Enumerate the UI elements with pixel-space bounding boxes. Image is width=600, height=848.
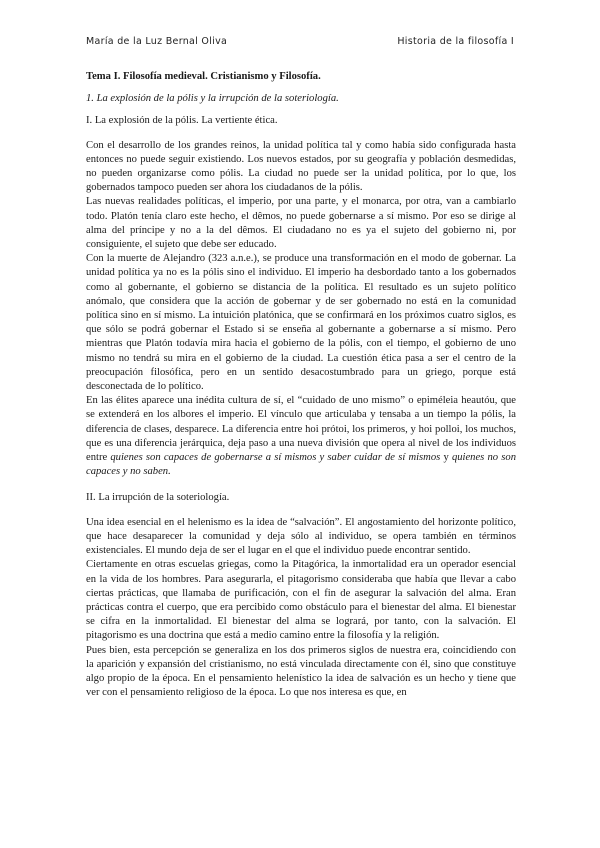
paragraph: Una idea esencial en el helenismo es la idea de “salvación”. El angostamiento del horizonte político, que hace desaparecer la comunidad y deja sólo al individuo, se opera también en términos existenciales. El mundo deja de ser el lugar en el que el individuo puede encontrar sentido.	[86, 516, 516, 557]
paragraph: Con el desarrollo de los grandes reinos, la unidad política tal y como había sido configurada hasta entonces no puede seguir existiendo. Los nuevos estados, por su geografía y población desmedidas, no pueden organizarse como pólis. La ciudad no puede ser la unidad política, por lo que, los gobernados tampoco pueden ser ahora los ciudadanos de la pólis.	[86, 139, 516, 194]
section-heading-1: I. La explosión de la pólis. La vertiente ética.	[86, 115, 278, 127]
emphasis-text: quienes son capaces de gobernarse a sí mismos y saber cuidar de sí mismos	[110, 452, 441, 464]
section-heading-2: II. La irrupción de la soteriología.	[86, 492, 230, 504]
paragraph	[86, 394, 516, 479]
header-author: María de la Luz Bernal Oliva	[86, 36, 228, 47]
paragraph-text: En las élites aparece una inédita cultura de sí, el “cuidado de uno mismo” o epiméleia heautóu, que se extenderá en los albores el imperio. El vínculo que articulaba y tensaba a un tiempo la pólis, la diferencia de clases, desparece. La diferencia entre hoi prótoi, los primeros, y hoi polloi, los muchos, que es una diferencia jerárquica, deja paso a una nueva división que opera al nivel de los individuos entre	[86, 395, 516, 464]
section-2-body	[86, 516, 516, 701]
header-course: Historia de la filosofía I	[397, 36, 514, 47]
paragraph: Con la muerte de Alejandro (323 a.n.e.), se produce una transformación en el modo de gobernar. La unidad política ya no es la pólis sino el individuo. El imperio ha desbordado tanto a los gobernados como al gobernante, el gobierno se distancia de la política. El resultado es un sujeto político anómalo, que considera que la acción de gobernar y de ser gobernado no está en la comunidad política sino en sí mismo. La intuición platónica, que se confirmará en los próximos cuatro siglos, es que sólo se podrá gobernar el Estado si se enseña al gobernante a gobernarse a sí mismo. Pero mientras que Platón todavía mira hacia el gobierno de la pólis, con el tiempo, el gobierno de uno mismo no tendrá su mira en el gobierno de la ciudad. La cuestión ética pasa a ser el centro de la preocupación filosófica, pero en un sentido desacostumbrado para un griego, porque está desconectada de lo político.	[86, 253, 516, 393]
paragraph-text: y	[440, 452, 452, 464]
paragraph: Las nuevas realidades políticas, el imperio, por una parte, y el monarca, por otra, van a cambiarlo todo. Platón tenía claro este hecho, el dêmos, no puede gobernarse a sí mismo. Por eso se dirige al alma del príncipe y no a la del dêmos. El ciudadano no es ya el sujeto del gobierno ni, por consiguiente, el sujeto que debe ser educado.	[86, 196, 516, 251]
document-body	[86, 66, 516, 700]
document-title: Tema I. Filosofía medieval. Cristianismo y Filosofía.	[86, 71, 321, 82]
document-subtitle: 1. La explosión de la pólis y la irrupción de la soteriología.	[86, 93, 339, 105]
emphasis-text: quienes no son capaces y no saben.	[86, 452, 516, 478]
section-1-body	[86, 139, 516, 480]
paragraph: Ciertamente en otras escuelas griegas, como la Pitagórica, la inmortalidad era un operador esencial en la vida de los hombres. Para asegurarla, el pitagorismo consideraba que había que llevar a cabo ciertas prácticas, que llamaba de purificación, con el fin de asegurar la salvación del alma. Eran prácticas contra el cuerpo, que era percibido como obstáculo para el bienestar del alma. El bienestar se cifra en la inmortalidad. El bienestar del alma se logrará, por tanto, con la salvación. El pitagorismo es una doctrina que está a medio camino entre la filosofía y la religión.	[86, 559, 516, 642]
paragraph: Pues bien, esta percepción se generaliza en los dos primeros siglos de nuestra era, coincidiendo con la aparición y expansión del cristianismo, no está vinculada directamente con él, sino que constituye algo propio de la época. En el pensamiento helenístico la idea de salvación es un hecho y tiene que ver con el pensamiento religioso de la época. Lo que nos interesa es que, en	[86, 644, 516, 699]
